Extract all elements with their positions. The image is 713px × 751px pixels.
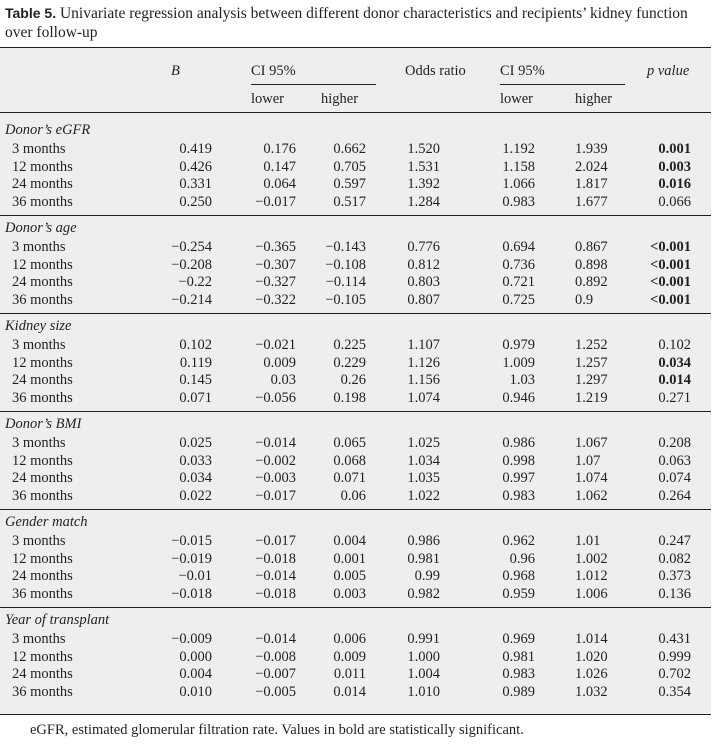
cell-lo: 0.064 [263,176,296,193]
cell-hi: 0.229 [333,354,366,371]
cell-olo: 0.969 [502,631,535,647]
cell-b: −0.01 [178,568,212,585]
header-ci95-b: CI 95% [251,63,296,79]
cell-p: 0.271 [658,390,691,407]
section-title: Kidney size [5,318,72,334]
cell-lo: −0.007 [255,666,296,683]
cell-ohi: 1.01 [575,533,601,549]
section-title: Donor’s eGFR [5,122,91,138]
header-p-value-text: p value [647,63,690,79]
cell-hi: 0.071 [333,470,366,487]
cell-hi: 0.068 [333,452,366,469]
cell-b: 0.426 [179,158,212,175]
header-higher-b: higher [321,91,359,107]
cell-ohi: 1.002 [575,550,608,567]
cell-p: 0.431 [658,631,691,647]
cell-b: 0.000 [179,648,212,665]
cell-p: 0.373 [658,568,691,585]
cell-or: 0.812 [407,256,440,273]
cell-ohi: 1.006 [575,586,608,603]
row-label: 24 months [12,372,73,389]
cell-hi: 0.004 [333,533,366,549]
cell-lo: 0.009 [263,354,296,371]
cell-p: 0.074 [658,470,691,487]
cell-lo: −0.018 [255,586,296,603]
cell-olo: 0.721 [502,274,535,291]
row-label: 12 months [12,256,73,273]
ci-underline-b [251,84,376,85]
section-divider [0,411,711,412]
cell-hi: 0.009 [333,648,366,665]
cell-olo: 0.983 [502,666,535,683]
cell-ohi: 1.07 [575,452,601,469]
section-divider [0,607,711,608]
cell-or: 0.776 [407,239,440,255]
section-divider [0,313,711,314]
cell-b: 0.025 [179,435,212,451]
cell-or: 1.004 [407,666,440,683]
table-footnote: eGFR, estimated glomerular filtration rate. Values in bold are statistically significant. [30,722,524,738]
cell-or: 1.034 [407,452,440,469]
cell-lo: 0.03 [270,372,296,389]
cell-lo: −0.327 [255,274,296,291]
cell-p: 0.354 [658,684,691,701]
cell-or: 0.99 [414,568,440,585]
cell-olo: 0.986 [502,435,535,451]
row-label: 3 months [12,239,66,255]
cell-b: −0.254 [171,239,212,255]
section-title: Donor’s BMI [5,416,82,432]
cell-or: 1.156 [407,372,440,389]
cell-olo: 1.192 [502,141,535,157]
row-label: 36 months [12,586,73,603]
cell-ohi: 1.219 [575,390,608,407]
cell-b: −0.208 [171,256,212,273]
cell-olo: 0.694 [502,239,535,255]
cell-or: 1.520 [407,141,440,157]
cell-ohi: 0.9 [575,292,594,309]
cell-lo: −0.322 [255,292,296,309]
cell-ohi: 2.024 [575,158,608,175]
row-label: 36 months [12,684,73,701]
cell-lo: −0.017 [255,533,296,549]
row-label: 3 months [12,631,66,647]
cell-ohi: 1.026 [575,666,608,683]
cell-hi: 0.517 [333,194,366,211]
row-label: 36 months [12,488,73,505]
row-label: 12 months [12,354,73,371]
cell-hi: 0.225 [333,337,366,353]
cell-p: 0.001 [658,141,691,157]
cell-olo: 0.962 [502,533,535,549]
cell-p: 0.702 [658,666,691,683]
header-p-value [647,63,689,80]
cell-ohi: 1.817 [575,176,608,193]
cell-olo: 1.066 [502,176,535,193]
header-odds-ratio: Odds ratio [405,63,466,79]
ci-underline-or [500,84,625,85]
cell-ohi: 1.012 [575,568,608,585]
cell-hi: 0.597 [333,176,366,193]
cell-b: 0.419 [179,141,212,157]
row-label: 24 months [12,176,73,193]
cell-lo: 0.147 [263,158,296,175]
cell-or: 1.025 [407,435,440,451]
cell-b: 0.145 [179,372,212,389]
cell-p: 0.082 [658,550,691,567]
cell-hi: 0.006 [333,631,366,647]
header-rule [0,112,711,113]
cell-lo: −0.002 [255,452,296,469]
cell-b: 0.010 [179,684,212,701]
section-title: Gender match [5,514,88,530]
cell-or: 0.981 [407,550,440,567]
cell-p: 0.034 [658,354,691,371]
cell-p: 0.016 [658,176,691,193]
cell-b: 0.250 [179,194,212,211]
cell-hi: 0.662 [333,141,366,157]
cell-or: 1.000 [407,648,440,665]
cell-olo: 1.03 [509,372,535,389]
cell-lo: −0.008 [255,648,296,665]
cell-hi: 0.001 [333,550,366,567]
section-title: Year of transplant [5,612,110,628]
row-label: 12 months [12,452,73,469]
cell-b: 0.033 [179,452,212,469]
cell-b: 0.034 [179,470,212,487]
cell-hi: 0.06 [340,488,366,505]
cell-ohi: 1.677 [575,194,608,211]
header-lower-b: lower [251,91,285,107]
header-lower-or: lower [500,91,534,107]
cell-olo: 0.725 [502,292,535,309]
cell-or: 0.982 [407,586,440,603]
cell-b: 0.331 [179,176,212,193]
cell-ohi: 0.867 [575,239,608,255]
cell-b: 0.004 [179,666,212,683]
cell-p: <0.001 [650,274,691,291]
row-label: 24 months [12,274,73,291]
cell-lo: −0.014 [255,435,296,451]
cell-b: 0.071 [179,390,212,407]
row-label: 3 months [12,337,66,353]
cell-olo: 1.158 [502,158,535,175]
cell-p: 0.003 [658,158,691,175]
cell-olo: 0.96 [509,550,535,567]
cell-b: −0.018 [171,586,212,603]
cell-p: 0.999 [658,648,691,665]
cell-p: 0.247 [658,533,691,549]
cell-olo: 0.981 [502,648,535,665]
cell-ohi: 1.252 [575,337,608,353]
row-label: 3 months [12,435,66,451]
cell-p: 0.102 [658,337,691,353]
cell-or: 0.986 [407,533,440,549]
section-divider [0,509,711,510]
cell-olo: 0.959 [502,586,535,603]
row-label: 36 months [12,292,73,309]
cell-olo: 0.989 [502,684,535,701]
cell-or: 1.392 [407,176,440,193]
cell-ohi: 1.067 [575,435,608,451]
cell-or: 1.107 [407,337,440,353]
cell-lo: −0.018 [255,550,296,567]
cell-hi: 0.705 [333,158,366,175]
row-label: 12 months [12,648,73,665]
cell-p: 0.014 [658,372,691,389]
cell-olo: 0.946 [502,390,535,407]
cell-hi: 0.198 [333,390,366,407]
cell-lo: −0.307 [255,256,296,273]
cell-olo: 0.983 [502,488,535,505]
cell-ohi: 0.892 [575,274,608,291]
header-ci95-or: CI 95% [500,63,545,79]
row-label: 12 months [12,550,73,567]
cell-or: 0.803 [407,274,440,291]
cell-b: −0.214 [171,292,212,309]
row-label: 36 months [12,390,73,407]
row-label: 3 months [12,533,66,549]
row-label: 3 months [12,141,66,157]
cell-or: 1.126 [407,354,440,371]
cell-olo: 0.736 [502,256,535,273]
cell-ohi: 1.074 [575,470,608,487]
cell-or: 0.807 [407,292,440,309]
cell-or: 1.035 [407,470,440,487]
header-higher-or: higher [575,91,613,107]
cell-lo: −0.021 [255,337,296,353]
cell-hi: −0.143 [325,239,366,255]
cell-olo: 0.983 [502,194,535,211]
cell-lo: −0.014 [255,631,296,647]
cell-olo: 0.968 [502,568,535,585]
cell-b: −0.009 [171,631,212,647]
cell-b: −0.015 [171,533,212,549]
cell-hi: 0.065 [333,435,366,451]
cell-ohi: 0.898 [575,256,608,273]
cell-olo: 1.009 [502,354,535,371]
cell-or: 1.531 [407,158,440,175]
cell-or: 1.022 [407,488,440,505]
cell-p: 0.136 [658,586,691,603]
cell-ohi: 1.297 [575,372,608,389]
cell-olo: 0.997 [502,470,535,487]
cell-hi: 0.011 [333,666,366,683]
cell-b: −0.019 [171,550,212,567]
cell-hi: 0.005 [333,568,366,585]
cell-olo: 0.998 [502,452,535,469]
table-label: Table 5. [5,5,57,21]
section-title: Donor’s age [5,220,77,236]
cell-p: 0.208 [658,435,691,451]
cell-ohi: 1.257 [575,354,608,371]
cell-lo: −0.014 [255,568,296,585]
cell-ohi: 1.014 [575,631,608,647]
cell-ohi: 1.032 [575,684,608,701]
row-label: 12 months [12,158,73,175]
cell-or: 1.010 [407,684,440,701]
cell-or: 1.074 [407,390,440,407]
cell-b: −0.22 [178,274,212,291]
cell-ohi: 1.062 [575,488,608,505]
cell-b: 0.102 [179,337,212,353]
cell-or: 0.991 [407,631,440,647]
row-label: 24 months [12,666,73,683]
cell-hi: −0.105 [325,292,366,309]
regression-table [0,47,711,715]
cell-lo: −0.017 [255,194,296,211]
row-label: 24 months [12,568,73,585]
cell-hi: −0.108 [325,256,366,273]
cell-lo: −0.005 [255,684,296,701]
cell-p: 0.063 [658,452,691,469]
cell-p: <0.001 [650,239,691,255]
header-b: B [171,63,180,79]
cell-b: 0.022 [179,488,212,505]
cell-ohi: 1.020 [575,648,608,665]
cell-lo: 0.176 [263,141,296,157]
cell-hi: −0.114 [325,274,366,291]
cell-p: 0.066 [658,194,691,211]
cell-p: <0.001 [650,256,691,273]
cell-p: <0.001 [650,292,691,309]
cell-ohi: 1.939 [575,141,608,157]
row-label: 36 months [12,194,73,211]
cell-lo: −0.003 [255,470,296,487]
cell-hi: 0.014 [333,684,366,701]
section-divider [0,215,711,216]
table-caption [5,4,710,42]
cell-lo: −0.365 [255,239,296,255]
cell-lo: −0.056 [255,390,296,407]
cell-lo: −0.017 [255,488,296,505]
cell-or: 1.284 [407,194,440,211]
cell-olo: 0.979 [502,337,535,353]
cell-b: 0.119 [179,354,212,371]
row-label: 24 months [12,470,73,487]
cell-hi: 0.003 [333,586,366,603]
cell-p: 0.264 [658,488,691,505]
cell-hi: 0.26 [340,372,366,389]
table-title: Univariate regression analysis between different donor characteristics and recipients’ kidney function over follow-up [5,5,688,41]
